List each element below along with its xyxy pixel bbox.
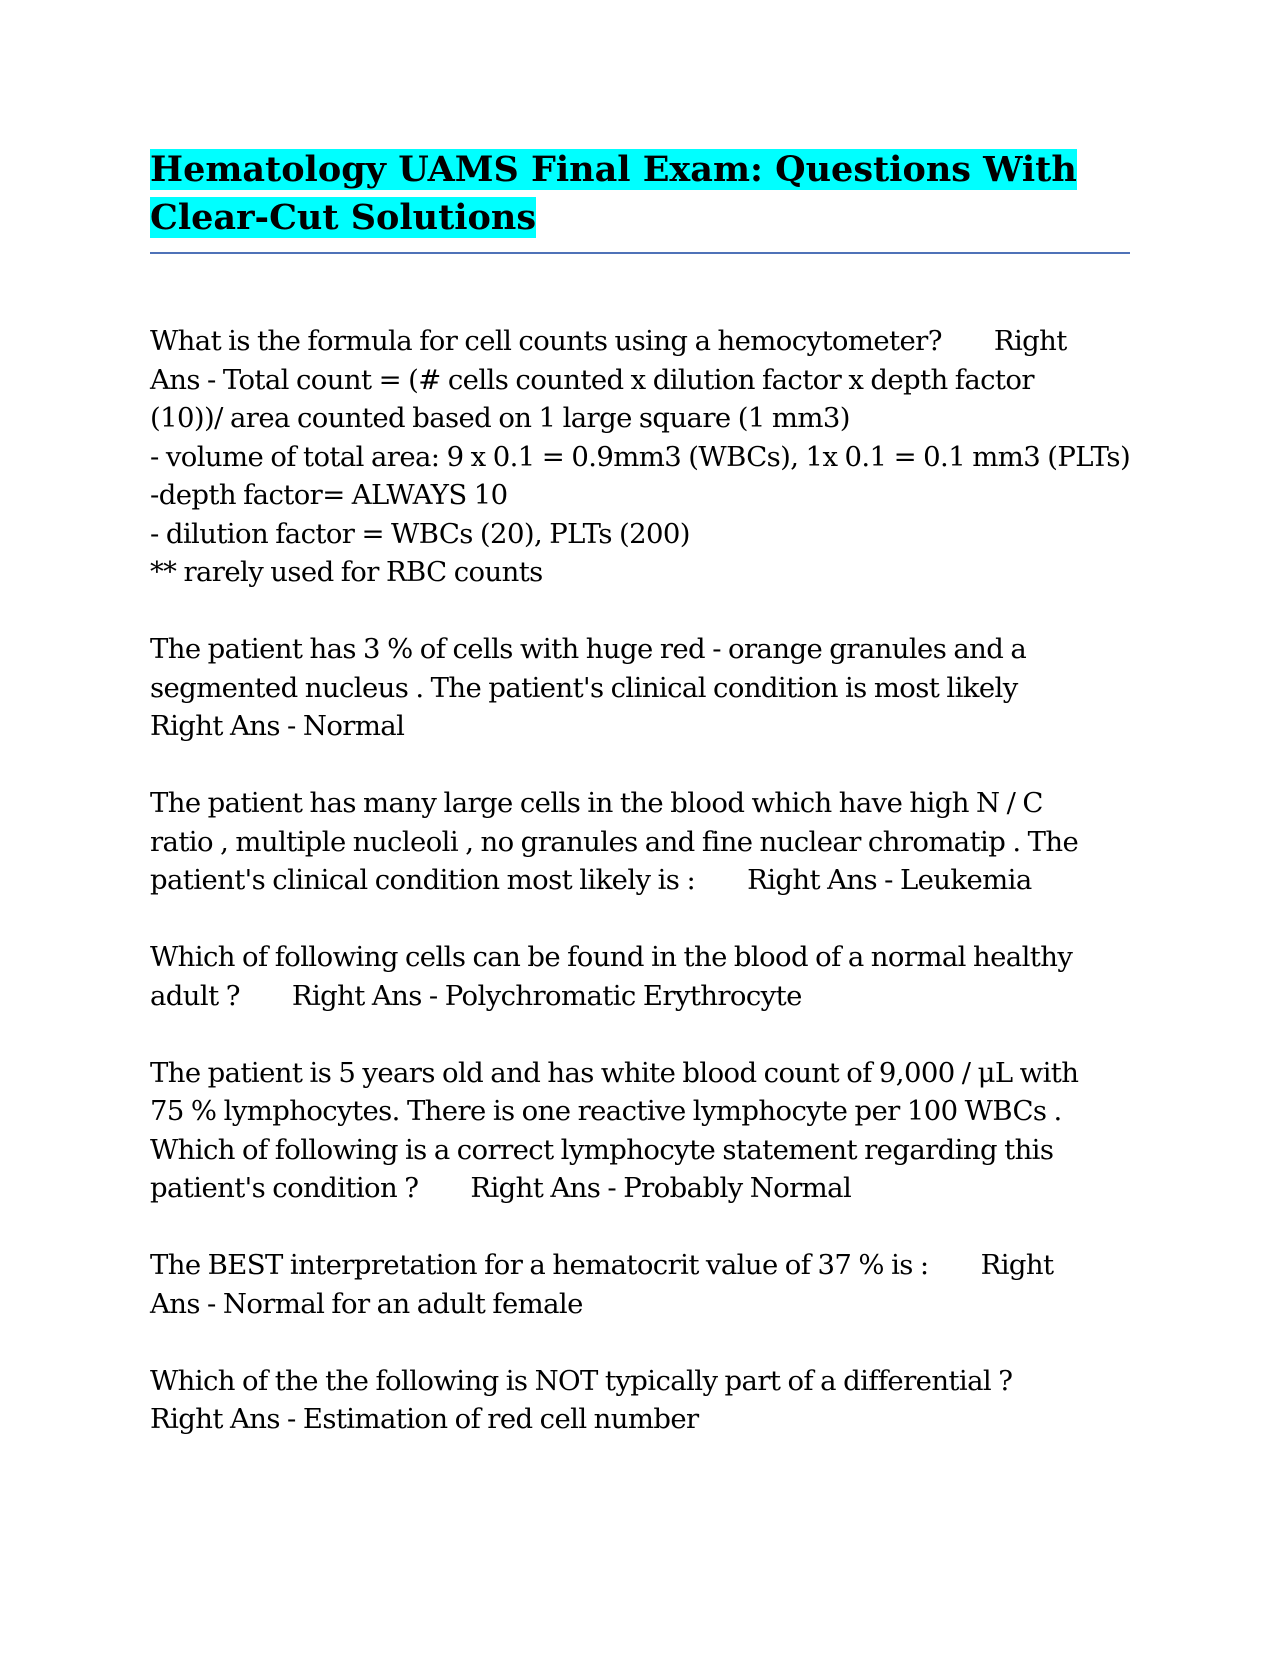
- qa-line: [150, 861, 1130, 900]
- qa-text: -depth factor= ALWAYS 10: [150, 479, 508, 511]
- qa-item: [150, 322, 1130, 592]
- qa-text: Which of the the following is NOT typically part of a differential ?: [150, 1364, 1013, 1397]
- qa-text: What is the formula for cell counts using a hemocytometer?: [150, 325, 942, 357]
- qa-line: [150, 977, 1130, 1016]
- qa-text: ratio , multiple nucleoli , no granules and fine nuclear chromatip . The: [150, 825, 1079, 858]
- qa-text: Ans - Normal for an adult female: [150, 1287, 583, 1320]
- qa-item: [150, 1362, 1130, 1439]
- qa-item: [150, 1054, 1130, 1208]
- qa-text: ** rarely used for RBC counts: [150, 556, 543, 588]
- qa-line: [150, 1169, 1130, 1208]
- qa-item: [150, 630, 1130, 746]
- qa-line: [150, 1054, 1130, 1093]
- qa-line: [150, 438, 1130, 477]
- document-title: [150, 146, 1130, 242]
- qa-line: [150, 823, 1130, 862]
- qa-text: patient's condition ?: [150, 1172, 419, 1204]
- qa-text: Which of following cells can be found in the blood of a normal healthy: [150, 941, 1073, 973]
- qa-text: adult ?: [150, 979, 240, 1012]
- title-line-2: Clear-Cut Solutions: [150, 197, 537, 238]
- qa-list: [150, 322, 1130, 1439]
- qa-text: Right Ans - Probably Normal: [470, 1172, 852, 1204]
- qa-item: [150, 1246, 1130, 1323]
- qa-text: The BEST interpretation for a hematocrit value of 37 % is :: [150, 1249, 929, 1281]
- qa-text: - volume of total area: 9 x 0.1 = 0.9mm3 (WBCs), 1x 0.1 = 0.1 mm3 (PLTs): [150, 440, 1131, 473]
- qa-line: [150, 553, 1130, 592]
- qa-text: (10))/ area counted based on 1 large square (1 mm3): [150, 402, 850, 434]
- qa-line: [150, 399, 1130, 438]
- qa-line: [150, 1285, 1130, 1324]
- qa-line: [150, 784, 1130, 823]
- qa-line: [150, 1400, 1130, 1439]
- qa-text: segmented nucleus . The patient's clinical condition is most likely: [150, 671, 1018, 704]
- qa-text: patient's clinical condition most likely is :: [150, 864, 696, 896]
- qa-text: Which of following is a correct lymphocyte statement regarding this: [150, 1133, 1054, 1166]
- qa-text: Right Ans - Estimation of red cell number: [150, 1403, 699, 1435]
- qa-item: [150, 784, 1130, 900]
- qa-line: [150, 361, 1130, 400]
- qa-text: - dilution factor = WBCs (20), PLTs (200): [150, 517, 690, 550]
- qa-line: [150, 1092, 1130, 1131]
- qa-line: [150, 1131, 1130, 1170]
- qa-line: [150, 938, 1130, 977]
- qa-line: [150, 707, 1130, 746]
- document-page: [150, 146, 1130, 1477]
- qa-text: Right: [980, 1249, 1054, 1281]
- qa-text: Right Ans - Leukemia: [747, 864, 1032, 896]
- title-line-1: Hematology UAMS Final Exam: Questions With: [150, 149, 1077, 190]
- qa-text: Right Ans - Polychromatic Erythrocyte: [291, 979, 802, 1012]
- qa-text: Ans - Total count = (# cells counted x dilution factor x depth factor: [150, 363, 1034, 396]
- qa-line: [150, 515, 1130, 554]
- qa-text: 75 % lymphocytes. There is one reactive lymphocyte per 100 WBCs .: [150, 1095, 1062, 1127]
- qa-line: [150, 1246, 1130, 1285]
- title-divider: [150, 252, 1130, 254]
- qa-line: [150, 669, 1130, 708]
- qa-text: The patient has many large cells in the blood which have high N / C: [150, 787, 1043, 819]
- qa-text: Right: [993, 325, 1067, 357]
- qa-line: [150, 476, 1130, 515]
- qa-text: The patient has 3 % of cells with huge red - orange granules and a: [150, 633, 1027, 665]
- qa-text: The patient is 5 years old and has white blood count of 9,000 / μL with: [150, 1056, 1079, 1089]
- qa-line: [150, 322, 1130, 361]
- qa-item: [150, 938, 1130, 1015]
- qa-line: [150, 1362, 1130, 1401]
- qa-text: Right Ans - Normal: [150, 710, 405, 742]
- qa-line: [150, 630, 1130, 669]
